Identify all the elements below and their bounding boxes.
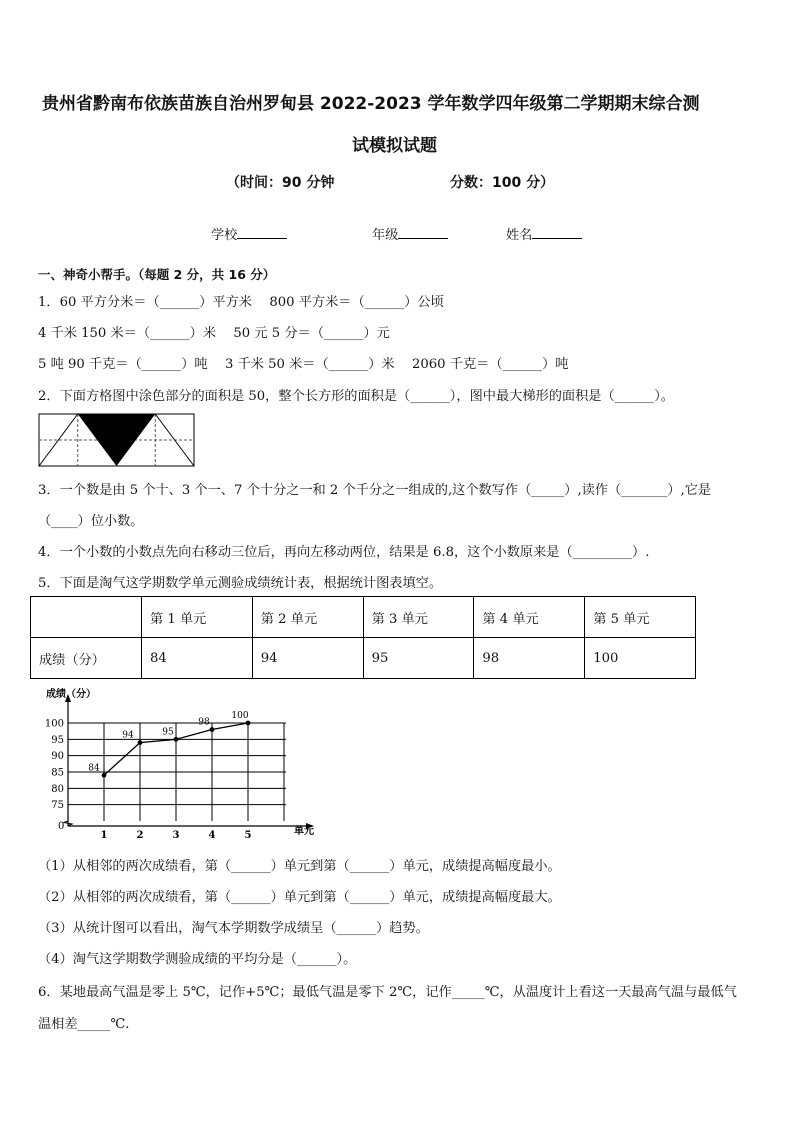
table-cell: 100	[585, 638, 696, 679]
exam-score: 分数：100 分）	[450, 175, 555, 191]
grade-label: 年级	[372, 228, 399, 243]
table-header-cell: 第 1 单元	[142, 597, 253, 638]
trapezoid-grid-figure	[38, 412, 196, 468]
table-cell: 98	[474, 638, 585, 679]
school-label: 学校	[211, 228, 238, 243]
table-header-cell	[31, 597, 142, 638]
y-tick-label: 80	[51, 783, 64, 795]
chart-axes	[64, 694, 314, 829]
name-field[interactable]	[506, 224, 582, 243]
x-tick-label: 5	[244, 830, 252, 840]
name-blank[interactable]	[532, 226, 582, 239]
data-label: 98	[198, 717, 210, 728]
grade-blank[interactable]	[398, 226, 448, 239]
question-5-sub2: （2）从相邻的两次成绩看，第（______）单元到第（______）单元，成绩提高幅度最大。	[38, 890, 561, 905]
question-1-line3: 5 吨 90 千克＝（______）吨 3 千米 50 米＝（______）米 2060 千克＝（______）吨	[38, 357, 569, 372]
table-cell: 84	[142, 638, 253, 679]
table-cell: 95	[363, 638, 474, 679]
chart-text	[45, 687, 314, 840]
table-header-row	[31, 597, 696, 638]
question-1-line2: 4 千米 150 米＝（______）米 50 元 5 分＝（______）元	[38, 326, 390, 341]
origin-label: 0	[58, 821, 65, 832]
table-row-label: 成绩（分）	[31, 638, 142, 679]
scores-table	[30, 596, 696, 679]
name-label: 姓名	[506, 228, 533, 243]
question-3-line1: 3．一个数是由 5 个十、3 个一、7 个十分之一和 2 个千分之一组成的,这个数写作（_____）,读作（_______）,它是	[38, 483, 712, 498]
x-tick-label: 2	[136, 830, 144, 840]
y-tick-label: 90	[51, 751, 64, 763]
data-point	[210, 727, 215, 732]
data-label: 94	[122, 730, 134, 741]
question-6-line2: 温相差_____℃.	[38, 1017, 130, 1032]
question-3-line2: （____）位小数。	[38, 514, 144, 529]
data-label: 100	[231, 711, 249, 721]
question-6-line1: 6．某地最高气温是零上 5℃，记作+5℃；最低气温是零下 2℃，记作_____℃，从温度计上看这一天最高气温与最低气	[38, 985, 737, 1000]
school-blank[interactable]	[237, 226, 287, 239]
x-tick-label: 4	[208, 830, 216, 840]
page-title-line1: 贵州省黔南布依族苗族自治州罗甸县 2022-2023 学年数学四年级第二学期期末综合测	[42, 94, 700, 114]
y-tick-label: 85	[51, 767, 64, 779]
data-point	[246, 721, 251, 726]
y-tick-label: 95	[51, 734, 64, 746]
exam-time: （时间：90 分钟	[226, 175, 335, 191]
x-axis-label: 单元	[294, 826, 314, 837]
question-5-intro: 5．下面是淘气这学期数学单元测验成绩统计表，根据统计图表填空。	[38, 576, 443, 591]
page-title-line2: 试模拟试题	[352, 136, 437, 156]
x-tick-label: 1	[100, 830, 108, 840]
school-field[interactable]	[211, 224, 287, 243]
table-header-cell: 第 3 单元	[363, 597, 474, 638]
question-5-sub1: （1）从相邻的两次成绩看，第（______）单元到第（______）单元，成绩提高幅度最小。	[38, 859, 561, 874]
table-header-cell: 第 5 单元	[585, 597, 696, 638]
table-header-cell: 第 2 单元	[252, 597, 363, 638]
y-axis-label: 成绩（分）	[46, 689, 96, 700]
y-tick-label: 100	[44, 718, 64, 730]
data-point	[138, 740, 143, 745]
data-label: 95	[162, 727, 174, 738]
score-line-chart	[30, 686, 330, 840]
table-header-cell: 第 4 单元	[474, 597, 585, 638]
grade-field[interactable]	[372, 224, 448, 243]
question-5-sub4: （4）淘气这学期数学测验成绩的平均分是（______）。	[38, 952, 357, 967]
section-heading: 一、神奇小帮手。（每题 2 分，共 16 分）	[38, 267, 276, 282]
data-point	[102, 773, 107, 778]
table-cell: 94	[252, 638, 363, 679]
question-2: 2．下面方格图中涂色部分的面积是 50，整个长方形的面积是（______），图中最大梯形的面积是（______）。	[38, 389, 674, 404]
x-tick-label: 3	[172, 830, 180, 840]
y-tick-label: 75	[51, 800, 64, 812]
data-point	[174, 737, 179, 742]
data-label: 84	[88, 763, 100, 774]
table-row	[31, 638, 696, 679]
question-5-sub3: （3）从统计图可以看出，淘气本学期数学成绩呈（______）趋势。	[38, 921, 429, 936]
question-1-line1: 1．60 平方分米＝（______）平方米 800 平方米＝（______）公顷	[38, 295, 444, 310]
question-4: 4．一个小数的小数点先向右移动三位后，再向左移动两位，结果是 6.8，这个小数原来是（_________）.	[38, 545, 650, 560]
